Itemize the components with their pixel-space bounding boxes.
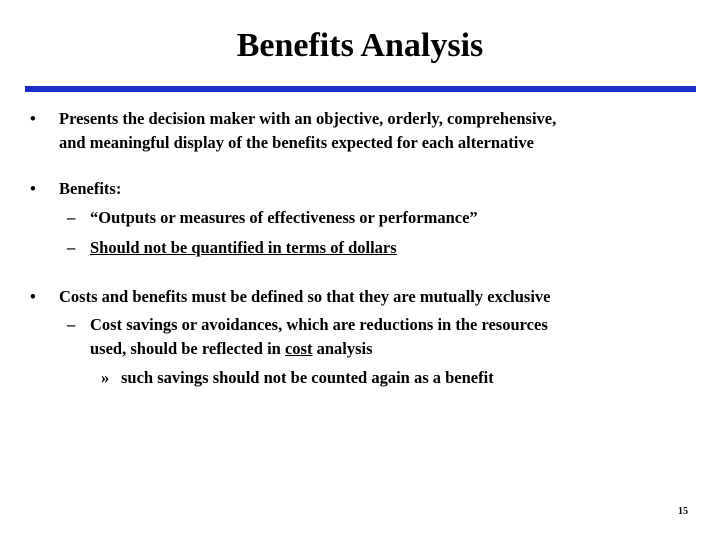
sub-sub-bullet-marker: » [101, 368, 110, 387]
slide-title: Benefits Analysis [236, 27, 484, 64]
sub-bullet-marker: – [67, 315, 76, 334]
bullet-3-text: Costs and benefits must be defined so that they are mutually exclusive [59, 287, 551, 306]
sub-line-2-before: used, should be reflected in [90, 339, 285, 358]
bullet-marker: • [30, 287, 36, 306]
sub-bullet-marker: – [67, 238, 76, 257]
sub-line-2-after: analysis [312, 339, 373, 358]
sub-bullet-marker: – [67, 208, 76, 227]
bullet-1-line-1: Presents the decision maker with an objective, orderly, comprehensive, [59, 109, 557, 128]
bullet-3-sub-line-1: Cost savings or avoidances, which are reductions in the resources [90, 315, 548, 334]
bullet-marker: • [30, 179, 36, 198]
bullet-3-sub-sub: such savings should not be counted again as a benefit [121, 368, 494, 387]
bullet-2-sub-2: Should not be quantified in terms of dollars [90, 238, 397, 257]
page-number: 15 [678, 506, 688, 517]
bullet-marker: • [30, 109, 36, 128]
bullet-1-line-2: and meaningful display of the benefits expected for each alternative [59, 133, 534, 152]
bullet-3-sub-line-2 [90, 338, 373, 360]
emphasis-cost: cost [284, 339, 313, 358]
bullet-2-text: Benefits: [59, 179, 122, 198]
bullet-2-sub-1: “Outputs or measures of effectiveness or performance” [90, 208, 478, 227]
